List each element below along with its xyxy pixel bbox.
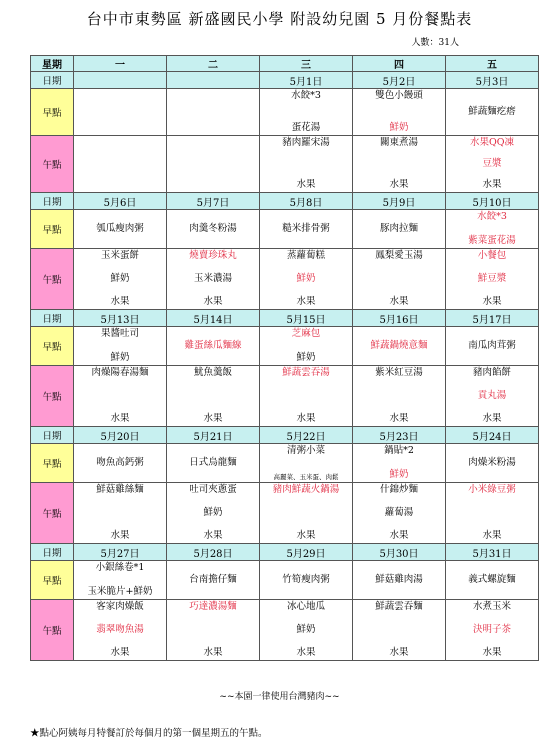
menu-item: 肉燥陽春湯麵 [91,367,149,378]
breakfast-label: 早點 [31,561,74,600]
menu-item: 水果 [296,413,316,424]
menu-item: 紫菜蛋花湯 [468,235,516,246]
menu-item-stack [167,249,259,309]
menu-item: 鮮奶 [203,507,223,518]
lunch-cell [446,483,539,544]
date-label: 日期 [31,544,74,561]
menu-item: 紫米紅豆湯 [375,367,423,378]
menu-item: 鮮奶 [110,273,130,284]
headcount: 人數：31人 [411,38,459,48]
menu-item: 水餃*3 [291,90,321,101]
menu-item: 竹筍瘦肉粥 [282,574,330,585]
menu-item: 鳳梨愛玉湯 [375,250,423,261]
menu-item-stack [260,249,352,309]
menu-item: 燒賣珍珠丸 [189,250,237,261]
date-row [31,72,539,89]
lunch-label: 午點 [31,366,74,427]
menu-item: 台南擔仔麵 [189,574,237,585]
menu-item-stack [74,366,166,426]
lunch-cell [446,136,539,193]
menu-item-stack [74,444,166,482]
menu-item: 水果 [389,296,409,307]
date-cell: 5月1日 [260,72,353,89]
menu-item-stack [260,366,352,426]
menu-item-stack [74,600,166,660]
lunch-row [31,483,539,544]
menu-item-stack [74,561,166,599]
date-cell: 5月16日 [353,310,446,327]
menu-item: 鮮奶 [110,352,130,363]
lunch-label: 午點 [31,600,74,661]
menu-item: 肉羹冬粉湯 [189,223,237,234]
breakfast-cell [74,561,167,600]
menu-item-stack [353,366,445,426]
date-row [31,544,539,561]
lunch-cell [74,136,167,193]
menu-item: 玉米濃湯 [193,273,232,284]
menu-item-stack [353,327,445,365]
menu-item-stack [260,136,352,192]
date-cell: 5月8日 [260,193,353,210]
weekday-header-label: 星期 [31,56,74,72]
menu-item-stack [446,89,538,135]
menu-item: 什錦炒麵 [379,484,418,495]
menu-item-stack [260,327,352,365]
lunch-cell [74,600,167,661]
pork-notice: ~~本園一律使用台灣豬肉~~ [219,692,340,702]
menu-item: 翡翠吻魚湯 [96,624,144,635]
footnote: ★點心阿姨每月特餐訂於每個月的第一個星期五的午點。 [30,728,268,739]
menu-item-stack [446,327,538,365]
menu-item: 豬肉羅宋湯 [282,137,330,148]
date-cell [74,72,167,89]
breakfast-cell [446,444,539,483]
date-row [31,193,539,210]
date-label: 日期 [31,310,74,327]
weekday-header-cell: 一 [74,56,167,72]
breakfast-cell [74,444,167,483]
menu-item-stack [446,483,538,543]
menu-item: 水果 [482,647,502,658]
lunch-cell [260,483,353,544]
date-cell: 5月14日 [167,310,260,327]
menu-item: 水果 [389,413,409,424]
date-cell: 5月21日 [167,427,260,444]
date-cell: 5月3日 [446,72,539,89]
menu-item-stack [260,444,352,482]
menu-item: 水果 [110,296,130,307]
menu-item: 清粥小菜 [286,445,325,456]
breakfast-label: 早點 [31,327,74,366]
menu-item: 小米綠豆粥 [468,484,516,495]
menu-item-stack [353,600,445,660]
date-cell: 5月31日 [446,544,539,561]
lunch-row [31,249,539,310]
menu-item: 糙米排骨粥 [282,223,330,234]
date-cell: 5月27日 [74,544,167,561]
menu-item: 水果 [296,647,316,658]
breakfast-cell [260,89,353,136]
date-label: 日期 [31,193,74,210]
breakfast-cell [74,327,167,366]
menu-item-stack [353,210,445,248]
menu-item-stack [446,136,538,192]
menu-item: 吐司夾蔥蛋 [189,484,237,495]
date-cell: 5月15日 [260,310,353,327]
menu-item-stack [167,561,259,599]
breakfast-cell [353,210,446,249]
menu-item-stack [260,600,352,660]
menu-item: 鮮奶 [296,624,316,635]
date-cell: 5月7日 [167,193,260,210]
lunch-row [31,136,539,193]
date-row [31,427,539,444]
breakfast-cell [74,89,167,136]
breakfast-cell [167,327,260,366]
breakfast-cell [446,327,539,366]
date-label: 日期 [31,72,74,89]
menu-item-stack [446,444,538,482]
weekday-header-cell: 五 [446,56,539,72]
menu-item: 鮮奶 [389,122,409,133]
menu-item: 水果 [389,530,409,541]
breakfast-cell [260,561,353,600]
menu-item: 高麗菜、玉米蛋、肉鬆 [273,473,339,481]
menu-item-stack [353,136,445,192]
menu-item: 雙色小饅頭 [375,90,423,101]
breakfast-cell [353,89,446,136]
menu-item: 水果 [203,530,223,541]
lunch-cell [446,249,539,310]
menu-item-stack [167,327,259,365]
breakfast-cell [446,210,539,249]
lunch-cell [260,366,353,427]
date-cell: 5月2日 [353,72,446,89]
lunch-cell [353,600,446,661]
breakfast-row [31,444,539,483]
menu-item: 日式烏龍麵 [189,457,237,468]
menu-item: 巧達濃湯麵 [189,601,237,612]
lunch-cell [260,249,353,310]
menu-item-stack [446,210,538,248]
menu-item: 鮮奶 [389,469,409,480]
date-cell: 5月9日 [353,193,446,210]
menu-item: 水果 [389,179,409,190]
lunch-cell [446,600,539,661]
lunch-cell [167,483,260,544]
menu-item: 魷魚羹飯 [193,367,232,378]
menu-item: 冰心地瓜 [286,601,325,612]
menu-item: 水果QQ凍 [469,137,515,148]
menu-item: 鮮奶 [296,352,316,363]
menu-item-stack [167,136,259,192]
menu-item: 鮮菇雞肉湯 [375,574,423,585]
menu-item: 鮮豆漿 [477,273,507,284]
menu-item: 蘿蔔湯 [384,507,414,518]
menu-item: 吻魚高鈣粥 [96,457,144,468]
menu-item-stack [74,249,166,309]
breakfast-cell [353,327,446,366]
breakfast-cell [260,210,353,249]
breakfast-cell [167,210,260,249]
lunch-label: 午點 [31,483,74,544]
lunch-cell [74,366,167,427]
menu-item: 決明子茶 [472,624,511,635]
menu-item-stack [167,483,259,543]
menu-item: 水果 [482,413,502,424]
breakfast-label: 早點 [31,89,74,136]
menu-item: 水果 [389,647,409,658]
lunch-cell [74,249,167,310]
menu-item: 果醬吐司 [100,328,139,339]
menu-item-stack [260,483,352,543]
menu-item-stack [167,89,259,135]
menu-item-stack [74,483,166,543]
menu-item: 水果 [296,296,316,307]
menu-item: 玉米脆片+鮮奶 [87,586,153,597]
menu-item-stack [167,444,259,482]
menu-item: 鮮蔬鍋燒意麵 [370,340,428,351]
breakfast-cell [167,89,260,136]
menu-item: 豬肉鮮蔬火鍋湯 [272,484,340,495]
menu-item: 關東煮湯 [379,137,418,148]
date-cell: 5月20日 [74,427,167,444]
date-cell: 5月22日 [260,427,353,444]
menu-item-stack [353,249,445,309]
breakfast-row [31,89,539,136]
lunch-cell [353,136,446,193]
lunch-cell [167,136,260,193]
menu-item-stack [353,561,445,599]
date-cell: 5月29日 [260,544,353,561]
breakfast-row [31,327,539,366]
menu-item-stack [167,366,259,426]
menu-item: 玉米蛋餅 [100,250,139,261]
breakfast-cell [353,561,446,600]
menu-item: 芝麻包 [291,328,321,339]
menu-item-stack [167,210,259,248]
menu-item: 水果 [296,530,316,541]
breakfast-cell [260,327,353,366]
menu-item: 豬肉餡餅 [472,367,511,378]
menu-item: 豚肉拉麵 [379,223,418,234]
menu-item-stack [260,561,352,599]
menu-item-stack [353,444,445,482]
lunch-row [31,366,539,427]
menu-item: 水果 [110,530,130,541]
menu-item: 客家肉燥飯 [96,601,144,612]
date-cell: 5月13日 [74,310,167,327]
menu-item: 義式螺旋麵 [468,574,516,585]
menu-item: 鍋貼*2 [384,445,414,456]
menu-item-stack [260,210,352,248]
menu-item: 水煮玉米 [472,601,511,612]
breakfast-label: 早點 [31,444,74,483]
menu-item-stack [74,210,166,248]
menu-item: 雞蛋絲瓜麵線 [184,340,242,351]
menu-item: 鮮奶 [296,273,316,284]
breakfast-cell [446,561,539,600]
menu-item: 水果 [110,647,130,658]
menu-item: 水果 [482,296,502,307]
menu-item: 貢丸湯 [477,390,507,401]
menu-item: 豆漿 [482,158,502,169]
breakfast-row [31,561,539,600]
menu-item-stack [260,89,352,135]
lunch-cell [167,366,260,427]
menu-item: 蛋花湯 [291,122,321,133]
menu-item: 小餐包 [477,250,507,261]
menu-item-stack [446,600,538,660]
lunch-row [31,600,539,661]
menu-item-stack [74,136,166,192]
date-label: 日期 [31,427,74,444]
weekday-header-cell: 四 [353,56,446,72]
breakfast-label: 早點 [31,210,74,249]
breakfast-cell [74,210,167,249]
menu-item: 水果 [110,413,130,424]
breakfast-cell [446,89,539,136]
breakfast-row [31,210,539,249]
date-cell: 5月6日 [74,193,167,210]
menu-item: 鮮蔬雲吞麵 [375,601,423,612]
menu-item: 小銀絲卷*1 [95,562,145,573]
breakfast-cell [260,444,353,483]
menu-item-stack [353,89,445,135]
lunch-cell [446,366,539,427]
breakfast-cell [353,444,446,483]
menu-item: 蒸蘿蔔糕 [286,250,325,261]
lunch-cell [260,136,353,193]
menu-item-stack [446,249,538,309]
breakfast-cell [167,561,260,600]
lunch-cell [260,600,353,661]
lunch-cell [167,249,260,310]
menu-item: 水果 [203,296,223,307]
date-cell [167,72,260,89]
menu-item: 鮮蔬雲吞湯 [282,367,330,378]
lunch-cell [353,483,446,544]
lunch-cell [353,249,446,310]
date-cell: 5月23日 [353,427,446,444]
lunch-cell [167,600,260,661]
menu-item: 水果 [203,647,223,658]
menu-item-stack [446,561,538,599]
lunch-label: 午點 [31,249,74,310]
lunch-label: 午點 [31,136,74,193]
menu-item-stack [353,483,445,543]
menu-item: 肉燥米粉湯 [468,457,516,468]
weekday-header-row [31,56,539,72]
menu-item-stack [167,600,259,660]
menu-item: 鮮蔬麵疙瘩 [468,106,516,117]
lunch-cell [74,483,167,544]
menu-item-stack [74,327,166,365]
menu-item: 水餃*3 [477,211,507,222]
date-cell: 5月24日 [446,427,539,444]
menu-item: 水果 [482,530,502,541]
date-cell: 5月28日 [167,544,260,561]
breakfast-cell [167,444,260,483]
date-cell: 5月17日 [446,310,539,327]
weekday-header-cell: 三 [260,56,353,72]
weekday-header-cell: 二 [167,56,260,72]
menu-item: 水果 [296,179,316,190]
date-row [31,310,539,327]
menu-item-stack [446,366,538,426]
menu-item-stack [74,89,166,135]
date-cell: 5月10日 [446,193,539,210]
menu-item: 水果 [203,413,223,424]
lunch-cell [353,366,446,427]
menu-item: 瓠瓜瘦肉粥 [96,223,144,234]
date-cell: 5月30日 [353,544,446,561]
menu-item: 鮮菇雞絲麵 [96,484,144,495]
meal-table [30,55,539,661]
menu-item: 南瓜肉茸粥 [468,340,516,351]
menu-item: 水果 [482,179,502,190]
page-title: 台中市東勢區 新盛國民小學 附設幼兒園 5 月份餐點表 [86,10,473,28]
